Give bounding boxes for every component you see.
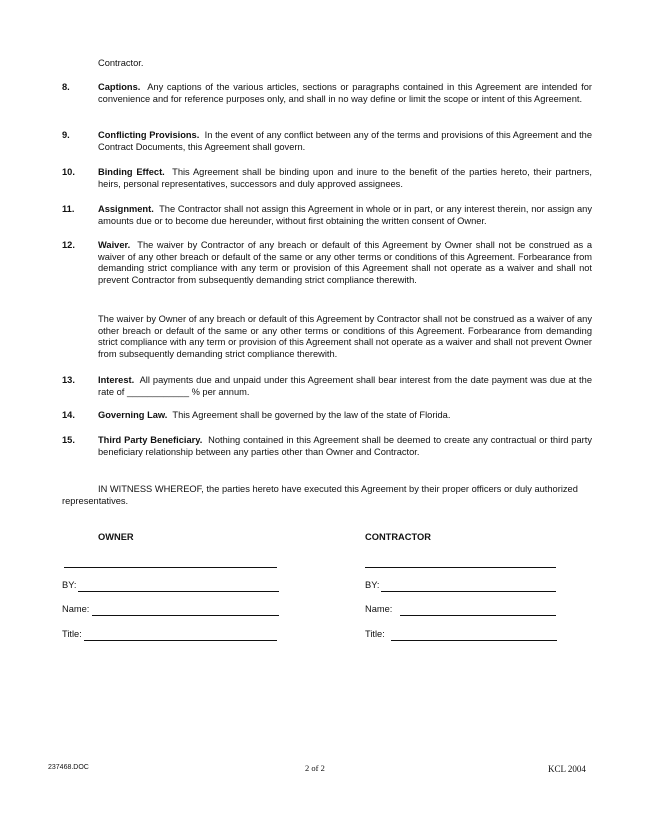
clause-body: [98, 130, 592, 153]
owner-signature-line[interactable]: [64, 567, 277, 568]
clause-heading: Governing Law.: [98, 410, 168, 420]
clause-interest: [62, 375, 592, 398]
owner-heading: OWNER: [98, 532, 134, 542]
clause-third-party-beneficiary: [62, 435, 592, 458]
continuation-text: Contractor.: [98, 58, 144, 68]
contractor-title-label: Title:: [365, 629, 385, 639]
clause-binding-effect: [62, 167, 592, 190]
contractor-name-label: Name:: [365, 604, 393, 614]
contractor-heading: CONTRACTOR: [365, 532, 431, 542]
clause-number: 9.: [62, 130, 70, 140]
clause-number: 8.: [62, 82, 70, 92]
owner-name-line[interactable]: [92, 615, 279, 616]
clause-heading: Third Party Beneficiary.: [98, 435, 203, 445]
clause-heading: Conflicting Provisions.: [98, 130, 200, 140]
clause-conflicting-provisions: [62, 130, 592, 153]
clause-text: Nothing contained in this Agreement shall be deemed to create any contractual or third party beneficiary relationship between any parties other than Owner and Contractor.: [98, 435, 592, 457]
owner-by-label: BY:: [62, 580, 77, 590]
clause-number: 12.: [62, 240, 75, 250]
clause-text: The Contractor shall not assign this Agreement in whole or in part, or any interest therein, nor assign any amounts due or to become due hereunder, without first obtaining the written consent of Owner.: [98, 204, 592, 226]
clause-number: 11.: [62, 204, 75, 214]
clause-assignment: [62, 204, 592, 227]
contractor-by-label: BY:: [365, 580, 380, 590]
clause-body: [98, 204, 592, 227]
clause-number: 10.: [62, 167, 75, 177]
clause-text: All payments due and unpaid under this Agreement shall bear interest from the date payment was due at the rate of ____________ % per annum.: [98, 375, 592, 397]
clause-body: [98, 375, 592, 398]
footer-page-number: 2 of 2: [305, 763, 325, 773]
clause-number: 14.: [62, 410, 75, 420]
clause-heading: Binding Effect.: [98, 167, 165, 177]
clause-text: This Agreement shall be governed by the law of the state of Florida.: [172, 410, 451, 420]
clause-number: 13.: [62, 375, 75, 385]
clause-heading: Waiver.: [98, 240, 131, 250]
clause-heading: Interest.: [98, 375, 135, 385]
waiver-second-paragraph: The waiver by Owner of any breach or default of this Agreement by Contractor shall not be construed as a waiver of any other breach or default of the same or any other terms or conditions of this Agreement. Forbearance from demanding strict compliance with any term or provision of this Agreement shall not operate as a waiver and shall not prevent Owner from subsequently demanding strict compliance therewith.: [98, 314, 592, 360]
owner-by-line[interactable]: [78, 591, 279, 592]
clause-body: [98, 410, 592, 422]
contractor-name-line[interactable]: [400, 615, 556, 616]
clause-heading: Captions.: [98, 82, 141, 92]
contractor-title-line[interactable]: [391, 640, 557, 641]
contractor-by-line[interactable]: [381, 591, 556, 592]
witness-paragraph: IN WITNESS WHEREOF, the parties hereto have executed this Agreement by their proper officers or duly authorized representatives.: [62, 484, 578, 506]
clause-number: 15.: [62, 435, 75, 445]
clause-waiver: [62, 240, 592, 287]
contractor-signature-line[interactable]: [365, 567, 556, 568]
clause-body: [98, 435, 592, 458]
owner-title-label: Title:: [62, 629, 82, 639]
clause-text: In the event of any conflict between any of the terms and provisions of this Agreement and the Contract Documents, this Agreement shall govern.: [98, 130, 592, 152]
clause-body: [98, 82, 592, 105]
clause-text: This Agreement shall be binding upon and inure to the benefit of the parties hereto, their partners, heirs, personal representatives, successors and duly approved assignees.: [98, 167, 593, 189]
clause-text: The waiver by Contractor of any breach or default of this Agreement by Owner shall not be construed as a waiver of any other breach or default of the same or any other terms or conditions of this Agreement. Forbearance from demanding strict compliance with any term or provision of this Agreement shall not operate as a waiver and shall not prevent Contractor from subsequently demanding strict compliance therewith.: [98, 240, 592, 286]
owner-title-line[interactable]: [84, 640, 277, 641]
clause-body: [98, 167, 592, 190]
clause-body: [98, 240, 592, 287]
clause-governing-law: [62, 410, 592, 422]
clause-captions: [62, 82, 592, 105]
footer-doc-id: 237468.DOC: [48, 764, 89, 771]
footer-mark: KCL 2004: [548, 764, 586, 774]
clause-text: Any captions of the various articles, sections or paragraphs contained in this Agreement are intended for convenience and for reference purposes only, and shall in no way define or limit the scope or intent of this Agreement.: [98, 82, 593, 104]
clause-heading: Assignment.: [98, 204, 154, 214]
owner-name-label: Name:: [62, 604, 90, 614]
